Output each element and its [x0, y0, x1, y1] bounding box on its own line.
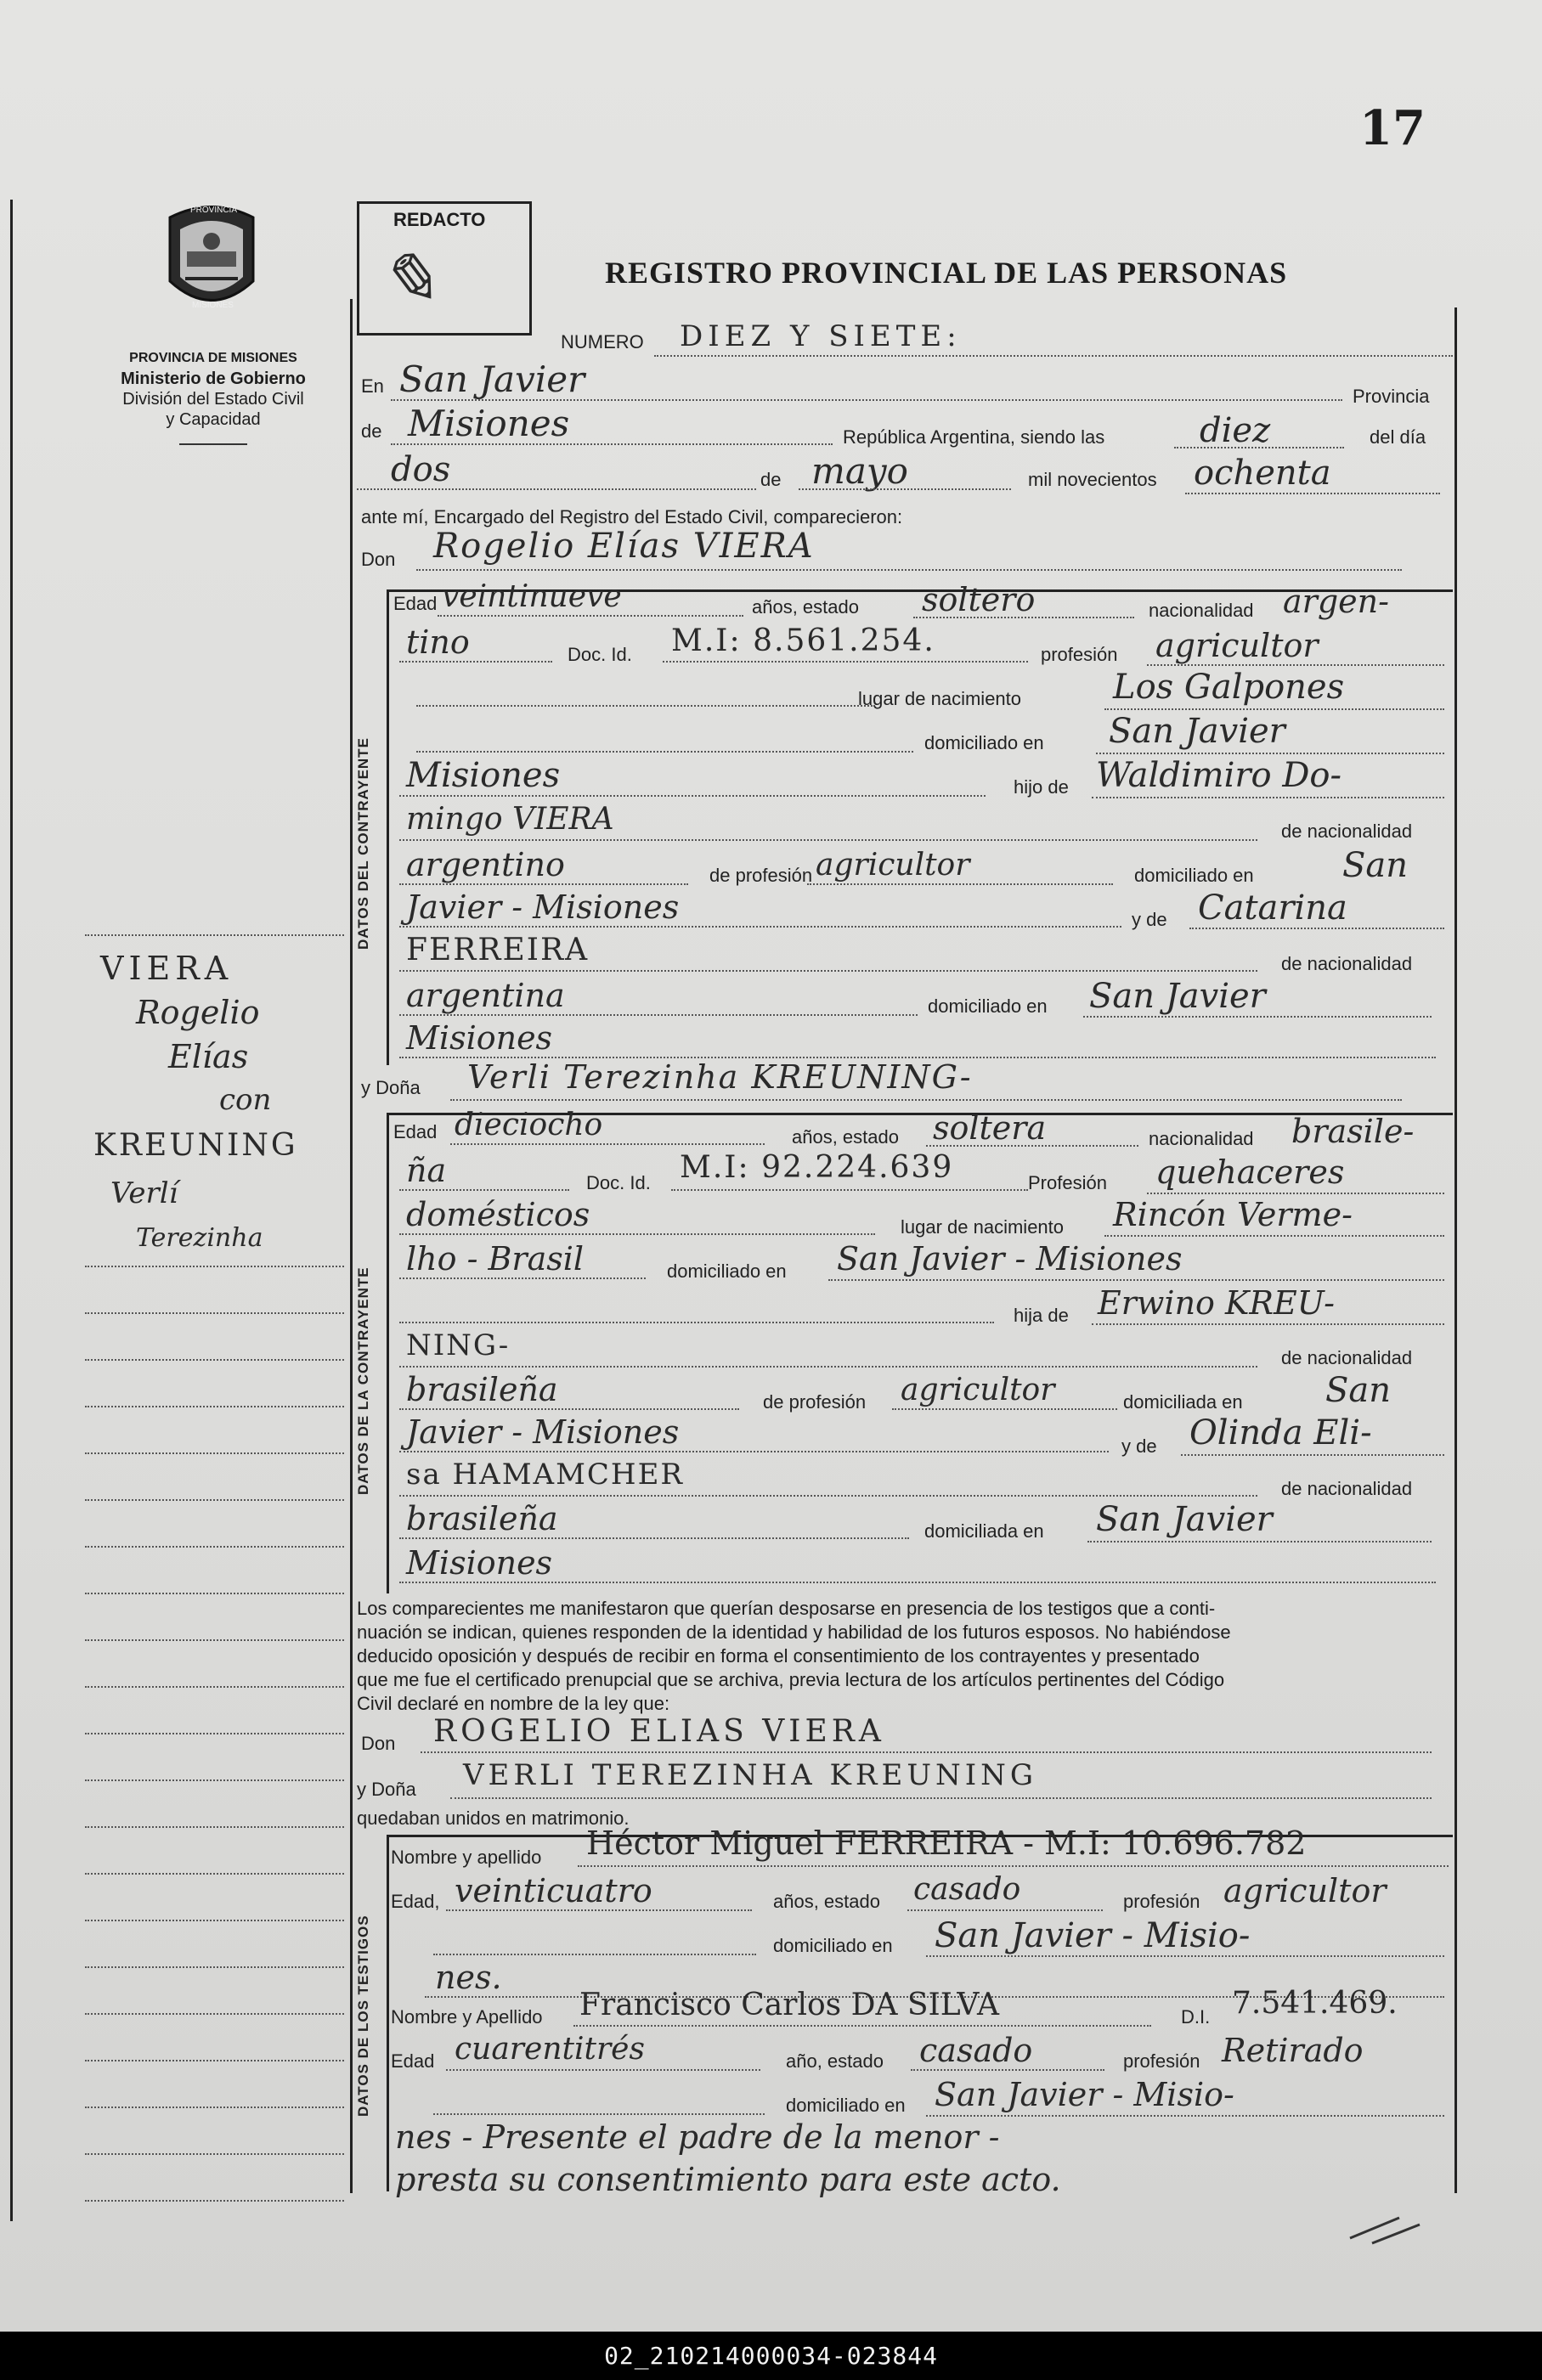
bride-padre-dom1: San: [1325, 1371, 1392, 1410]
bride-madre-nac-label: de nacionalidad: [1281, 1478, 1413, 1499]
groom-dom-blank: [416, 751, 913, 753]
w1-edad-rule: [446, 1909, 752, 1911]
decl-unidos: quedaban unidos en matrimonio.: [357, 1808, 630, 1829]
bride-prof2: domésticos: [406, 1196, 590, 1233]
groom-de-nac-label: de nacionalidad: [1281, 821, 1413, 842]
groom-lugar-rule: [1104, 708, 1444, 710]
stamp-initials: ✎: [378, 238, 438, 321]
dia-value: dos: [391, 450, 451, 489]
decl-dona-value: VERLI TEREZINHA KREUNING: [463, 1758, 1038, 1792]
decl-dona-label: y Doña: [357, 1779, 416, 1800]
mil-label: mil novecientos: [1028, 469, 1157, 490]
margin-note-given4: Terezinha: [136, 1223, 263, 1253]
w2-prof-label: profesión: [1123, 2050, 1200, 2072]
bride-nac2: ña: [406, 1152, 447, 1189]
bride-lugar-label: lugar de nacimiento: [901, 1216, 1065, 1238]
groom-madre1-rule: [1189, 928, 1444, 929]
don-label: Don: [361, 549, 396, 570]
declaration-line-5: Civil declaré en nombre de la ley que:: [357, 1693, 670, 1714]
groom-lugar: Los Galpones: [1113, 668, 1345, 707]
bride-madre2-rule: [399, 1495, 1257, 1497]
w2-edad: cuarentitrés: [455, 2032, 645, 2067]
en-label: En: [361, 375, 384, 397]
bride-box-left: [387, 1113, 389, 1593]
bride-name: Verli Terezinha KREUNING-: [467, 1058, 973, 1096]
groom-doc-rule: [663, 661, 1028, 663]
bride-nac1: brasile-: [1291, 1113, 1415, 1150]
bride-madre-nac: brasileña: [406, 1500, 558, 1537]
bride-prof2-rule: [399, 1233, 875, 1235]
w1-dom1-rule: [926, 1955, 1444, 1957]
bride-edad: dieciocho: [455, 1108, 603, 1142]
w2-prof: Retirado: [1222, 2032, 1364, 2069]
bride-doc-label: Doc. Id.: [586, 1172, 651, 1193]
bride-dom-rule: [828, 1279, 1444, 1281]
groom-side-label: DATOS DEL CONTRAYENTE: [355, 737, 371, 950]
dona-label: y Doña: [361, 1077, 421, 1098]
groom-madre1: Catarina: [1198, 888, 1347, 928]
left-frame-line: [10, 200, 13, 2221]
bride-side-label: DATOS DE LA CONTRAYENTE: [355, 1266, 371, 1495]
w1-nombre: Héctor Miguel FERREIRA - M.I: 10.696.782: [586, 1824, 1307, 1862]
issuer-province: PROVINCIA DE MISIONES: [129, 351, 297, 365]
groom-blank-rule: [416, 705, 875, 707]
w1-dom2: nes.: [435, 1959, 502, 1996]
bride-estado-rule: [926, 1145, 1138, 1147]
bride-madre-dom1: San Javier: [1096, 1500, 1273, 1539]
groom-dom2-rule: [399, 795, 986, 797]
bride-dom: San Javier - Misiones: [837, 1240, 1183, 1277]
w2-nombre-label: Nombre y Apellido: [391, 2006, 543, 2028]
w1-estado-rule: [907, 1909, 1103, 1911]
bride-madre-dom1-rule: [1087, 1541, 1432, 1542]
margin-note-given2: Elías: [168, 1038, 249, 1075]
groom-edad-rule: [438, 615, 743, 617]
groom-lugar-label: lugar de nacimiento: [858, 688, 1022, 709]
groom-padre-dom1: San: [1342, 846, 1409, 885]
groom-doc: M.I: 8.561.254.: [671, 623, 935, 658]
groom-prof: agricultor: [1155, 627, 1319, 664]
w1-nombre-rule: [578, 1865, 1449, 1867]
groom-padre-nac: argentino: [406, 846, 565, 883]
groom-nac2: tino: [406, 623, 470, 661]
groom-madre-dom1: San Javier: [1089, 977, 1266, 1016]
groom-madre-dom-label: domiciliado en: [928, 995, 1048, 1017]
decl-don-label: Don: [361, 1733, 396, 1754]
bride-padre-nac-rule: [399, 1408, 739, 1410]
groom-dom-label: domiciliado en: [924, 732, 1044, 753]
w2-doc-label: D.I.: [1181, 2006, 1211, 2028]
w2-estado: casado: [919, 2032, 1033, 2069]
groom-padre-dom2: Javier - Misiones: [406, 888, 680, 926]
margin-note-given: Rogelio: [136, 994, 260, 1031]
numero-rule: [654, 355, 1453, 357]
bride-padre-dom-label: domiciliada en: [1123, 1391, 1243, 1413]
bride-nac2-rule: [399, 1189, 569, 1191]
decl-don-value: ROGELIO ELIAS VIERA: [433, 1714, 885, 1749]
groom-padre-prof-rule: [807, 883, 1113, 885]
groom-dom1: San Javier: [1109, 712, 1285, 751]
bride-doc: M.I: 92.224.639: [680, 1150, 954, 1185]
bride-madre-nac-rule: [399, 1537, 909, 1539]
republica-label: República Argentina, siendo las: [843, 426, 1105, 448]
groom-padre1-rule: [1092, 797, 1444, 798]
main-right-line: [1454, 307, 1457, 2193]
stamp-label: REDACTO: [393, 209, 486, 230]
mes-value: mayo: [811, 450, 908, 492]
bride-madre1-rule: [1181, 1454, 1444, 1456]
w2-nombre: Francisco Carlos DA SILVA: [579, 1988, 999, 2022]
groom-madre-dom2: Misiones: [406, 1019, 553, 1057]
issuer-ministry: Ministerio de Gobierno: [121, 369, 306, 388]
margin-note-surname2: KREUNING: [93, 1128, 298, 1163]
groom-de-prof-label: de profesión: [709, 865, 813, 886]
groom-yde-label: y de: [1132, 909, 1167, 930]
bride-edad-label: Edad: [393, 1121, 438, 1142]
bride-padre-nac: brasileña: [406, 1371, 558, 1408]
w2-edad-label: Edad: [391, 2050, 435, 2072]
issuer-divider: [179, 443, 247, 445]
dia-rule: [357, 488, 756, 490]
declaration-line-4: que me fue el certificado prenupcial que se archiva, previa lectura de los artículos pertinentes del Código: [357, 1669, 1225, 1690]
w2-anios-label: año, estado: [786, 2050, 884, 2072]
groom-nac1: argen-: [1283, 583, 1389, 620]
anio-rule: [1185, 493, 1440, 494]
ante-label: ante mí, Encargado del Registro del Estado Civil, comparecieron:: [361, 506, 903, 527]
bride-blank-rule: [399, 1322, 994, 1323]
groom-dom1-rule: [1096, 753, 1444, 754]
groom-dom2: Misiones: [406, 756, 561, 795]
closing-strokes-icon: [1347, 2213, 1423, 2247]
bride-madre-dom2: Misiones: [406, 1544, 553, 1582]
en-value: San Javier: [399, 358, 585, 400]
groom-doc-label: Doc. Id.: [568, 644, 632, 665]
groom-madre2: FERREIRA: [406, 933, 590, 967]
decl-dona-rule: [450, 1797, 1432, 1799]
bride-dom-label: domiciliado en: [667, 1260, 787, 1282]
w2-doc: 7.541.469.: [1232, 1986, 1398, 2021]
bride-padre-dom2: Javier - Misiones: [406, 1413, 680, 1451]
provincia-label: Provincia: [1353, 386, 1430, 407]
emblem-bottom-text: MISIONES: [192, 301, 234, 310]
w1-edad-label: Edad,: [391, 1891, 440, 1912]
declaration-text: [357, 1597, 1449, 1716]
numero-value: DIEZ Y SIETE:: [680, 319, 962, 353]
del-dia-label: del día: [1370, 426, 1426, 448]
decl-don-rule: [421, 1751, 1432, 1753]
w1-dom-blank: [433, 1954, 756, 1955]
mes-rule: [799, 488, 1011, 490]
w2-dom-label: domiciliado en: [786, 2095, 906, 2116]
bride-de-prof-label: de profesión: [763, 1391, 867, 1413]
issuer-division: División del Estado Civil: [122, 390, 304, 409]
witness-side-label: DATOS DE LOS TESTIGOS: [355, 1915, 371, 2117]
de-label: de: [361, 420, 382, 442]
declaration-line-1: Los comparecientes me manifestaron que querían desposarse en presencia de los testigos que a conti-: [357, 1598, 1216, 1619]
w2-estado-rule: [911, 2069, 1104, 2071]
anio-value: ochenta: [1194, 454, 1331, 493]
bride-padre2-rule: [399, 1366, 1257, 1368]
bride-prof1: quehaceres: [1155, 1153, 1345, 1191]
bride-de-nac-label: de nacionalidad: [1281, 1347, 1413, 1368]
hora-rule: [1174, 447, 1344, 448]
groom-padre2-rule: [399, 839, 1257, 841]
groom-box-left: [387, 589, 389, 1065]
groom-nac-label: nacionalidad: [1149, 600, 1254, 621]
w2-dom1: San Javier - Misio-: [935, 2076, 1234, 2113]
bride-prof1-rule: [1147, 1193, 1444, 1194]
issuer-block: [78, 348, 348, 445]
en-rule: [391, 399, 1342, 401]
w1-edad: veinticuatro: [455, 1872, 652, 1909]
bride-madre2: sa HAMAMCHER: [406, 1458, 684, 1492]
numero-label: NUMERO: [561, 331, 644, 352]
registry-title: REGISTRO PROVINCIAL DE LAS PERSONAS: [605, 256, 1288, 290]
groom-estado: soltero: [922, 581, 1036, 618]
w2-edad-rule: [446, 2069, 760, 2071]
w1-anios-label: años, estado: [773, 1891, 880, 1912]
groom-estado-rule: [913, 617, 1134, 618]
groom-hijo-label: hijo de: [1014, 776, 1069, 798]
groom-prof-label: profesión: [1041, 644, 1118, 665]
bride-edad-rule: [450, 1143, 765, 1145]
w2-note2: presta su consentimiento para este acto.: [395, 2161, 1061, 2198]
groom-anios-label: años, estado: [752, 596, 859, 618]
w2-note1: nes - Presente el padre de la menor -: [395, 2118, 1000, 2156]
bride-lugar2: lho - Brasil: [406, 1240, 585, 1277]
groom-padre1: Waldimiro Do-: [1096, 756, 1341, 795]
de-rule: [391, 443, 833, 445]
w1-dom-label: domiciliado en: [773, 1935, 893, 1956]
bride-hija-label: hija de: [1014, 1305, 1069, 1326]
w2-dom-blank: [433, 2113, 765, 2115]
bride-padre-prof-rule: [892, 1408, 1117, 1410]
emblem-top-text: PROVINCIA: [190, 206, 238, 215]
margin-note-con: con: [219, 1083, 272, 1117]
bride-name-rule: [450, 1099, 1402, 1101]
redacto-stamp: [357, 201, 532, 336]
bride-madre1: Olinda Eli-: [1189, 1413, 1372, 1452]
groom-edad: veintinueve: [442, 579, 622, 614]
groom-madre-dom1-rule: [1083, 1016, 1432, 1018]
groom-padre-dom-label: domiciliado en: [1134, 865, 1254, 886]
hora-value: diez: [1200, 411, 1271, 450]
w1-dom1: San Javier - Misio-: [935, 1916, 1251, 1955]
issuer-capacity: y Capacidad: [166, 410, 261, 429]
groom-name-rule: [416, 569, 1402, 571]
bride-anios-label: años, estado: [792, 1126, 899, 1148]
scan-id-footer: 02_210214000034-023844: [0, 2332, 1542, 2380]
bride-lugar1-rule: [1104, 1235, 1444, 1237]
groom-padre-dom2-rule: [399, 926, 1121, 928]
province-emblem-icon: [161, 200, 262, 319]
bride-madre-dom2-rule: [399, 1582, 1436, 1583]
bride-padre-prof: agricultor: [901, 1373, 1055, 1407]
bride-prof-label: Profesión: [1028, 1172, 1107, 1193]
bride-padre2: NING-: [406, 1328, 511, 1362]
groom-nac2-rule: [399, 661, 552, 663]
bride-lugar2-rule: [399, 1277, 646, 1279]
bride-padre1-rule: [1092, 1323, 1444, 1325]
groom-madre-nac: argentina: [406, 977, 565, 1014]
groom-padre-prof: agricultor: [816, 848, 970, 883]
de-value: Misiones: [408, 403, 570, 444]
w1-prof: agricultor: [1223, 1872, 1387, 1909]
declaration-line-3: deducido oposición y después de recibir en forma el consentimiento de los contrayentes y presentado: [357, 1645, 1200, 1667]
bride-lugar1: Rincón Verme-: [1113, 1196, 1353, 1233]
groom-padre2: mingo VIERA: [406, 802, 614, 837]
declaration-line-2: nuación se indican, quienes responden de la identidad y habilidad de los futuros esposos. No habiéndose: [357, 1621, 1231, 1643]
groom-madre-nac-rule: [399, 1014, 918, 1016]
margin-note-given3: Verlí: [110, 1176, 178, 1210]
w1-prof-label: profesión: [1123, 1891, 1200, 1912]
main-left-line: [350, 299, 353, 2193]
bride-padre1: Erwino KREU-: [1098, 1284, 1335, 1322]
groom-madre-nac-label: de nacionalidad: [1281, 953, 1413, 974]
groom-prof-rule: [1147, 664, 1444, 666]
bride-madre-dom-label: domiciliada en: [924, 1520, 1044, 1542]
page-number: 17: [1359, 100, 1426, 156]
groom-madre2-rule: [399, 970, 1257, 972]
w1-estado: casado: [913, 1872, 1021, 1907]
bride-padre-dom2-rule: [399, 1451, 1109, 1452]
bride-nac-label: nacionalidad: [1149, 1128, 1254, 1149]
groom-edad-label: Edad: [393, 593, 438, 614]
bride-estado: soltera: [933, 1109, 1047, 1147]
w2-dom1-rule: [926, 2115, 1444, 2117]
groom-name: Rogelio Elías VIERA: [433, 527, 815, 566]
bride-yde-label: y de: [1121, 1435, 1157, 1457]
witness-box-left: [387, 1835, 389, 2191]
groom-padre-nac-rule: [399, 883, 688, 885]
bride-doc-rule: [671, 1189, 1028, 1191]
w2-nombre-rule: [573, 2025, 1151, 2027]
margin-note-surname: VIERA: [100, 950, 234, 987]
de2-label: de: [760, 469, 782, 490]
w1-nombre-label: Nombre y apellido: [391, 1847, 542, 1868]
